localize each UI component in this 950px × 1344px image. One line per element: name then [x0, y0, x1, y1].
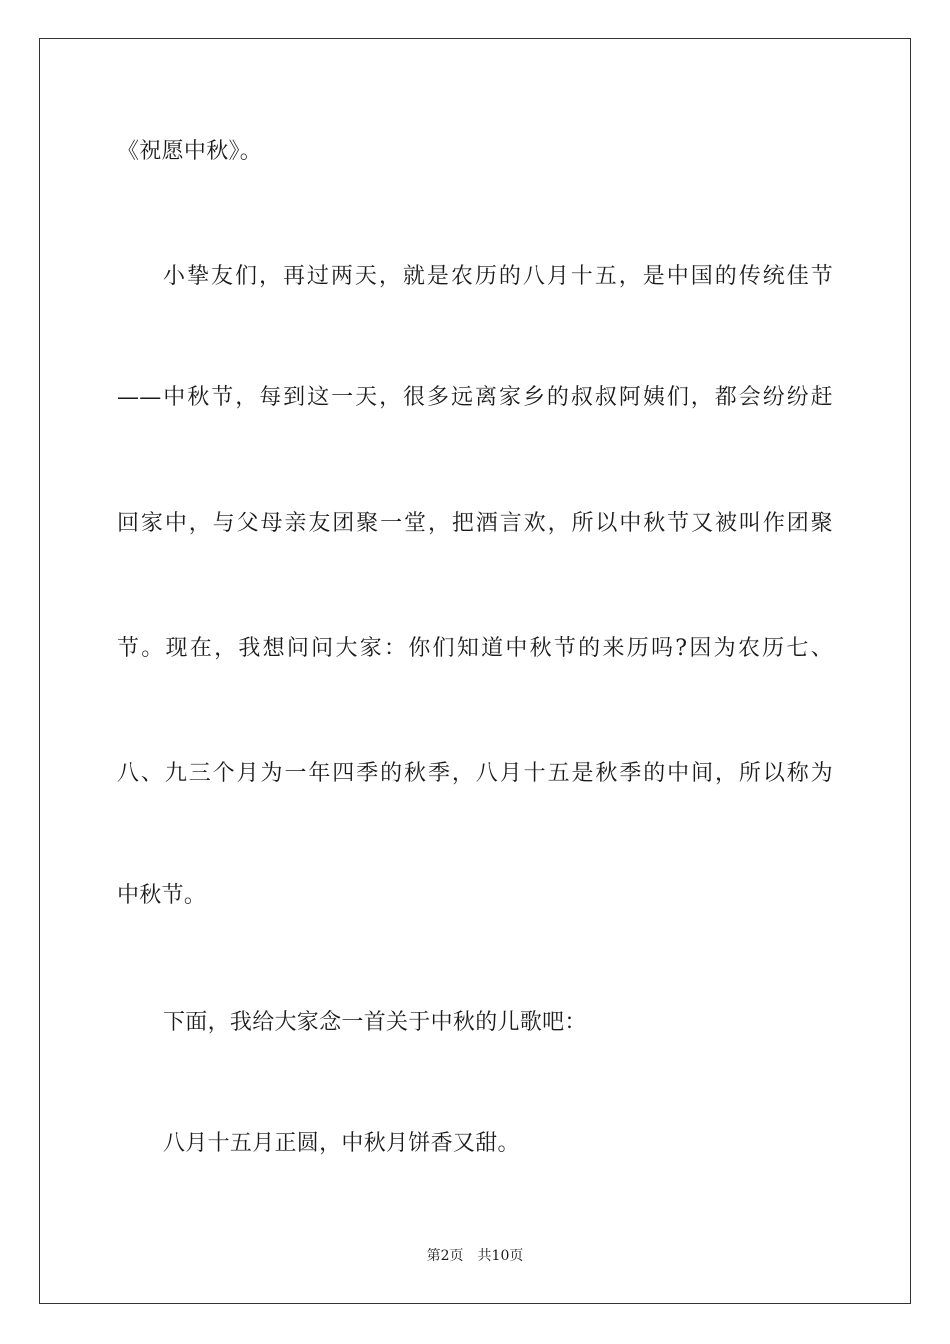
text-line: 八、九三个月为一年四季的秋季，八月十五是秋季的中间，所以称为 [117, 761, 833, 786]
text-line-paragraph-2: 下面，我给大家念一首关于中秋的儿歌吧： [163, 1010, 587, 1035]
page-border [39, 38, 911, 1304]
text-line-title: 《祝愿中秋》。 [117, 139, 263, 164]
text-line: ——中秋节，每到这一天，很多远离家乡的叔叔阿姨们，都会纷纷赶 [117, 385, 833, 410]
text-line-paragraph-3: 八月十五月正圆，中秋月饼香又甜。 [163, 1131, 520, 1156]
text-line-paragraph-1-end: 中秋节。 [117, 883, 207, 908]
page-footer [0, 1247, 950, 1265]
text-line-paragraph-1-start: 小挚友们，再过两天，就是农历的八月十五，是中国的传统佳节 [163, 264, 833, 289]
text-line: 节。现在，我想问问大家：你们知道中秋节的来历吗?因为农历七、 [117, 636, 833, 661]
text-line: 回家中，与父母亲友团聚一堂，把酒言欢，所以中秋节又被叫作团聚 [117, 511, 833, 536]
page-number: 第2页 [426, 1248, 464, 1264]
page-total: 共10页 [477, 1248, 524, 1264]
